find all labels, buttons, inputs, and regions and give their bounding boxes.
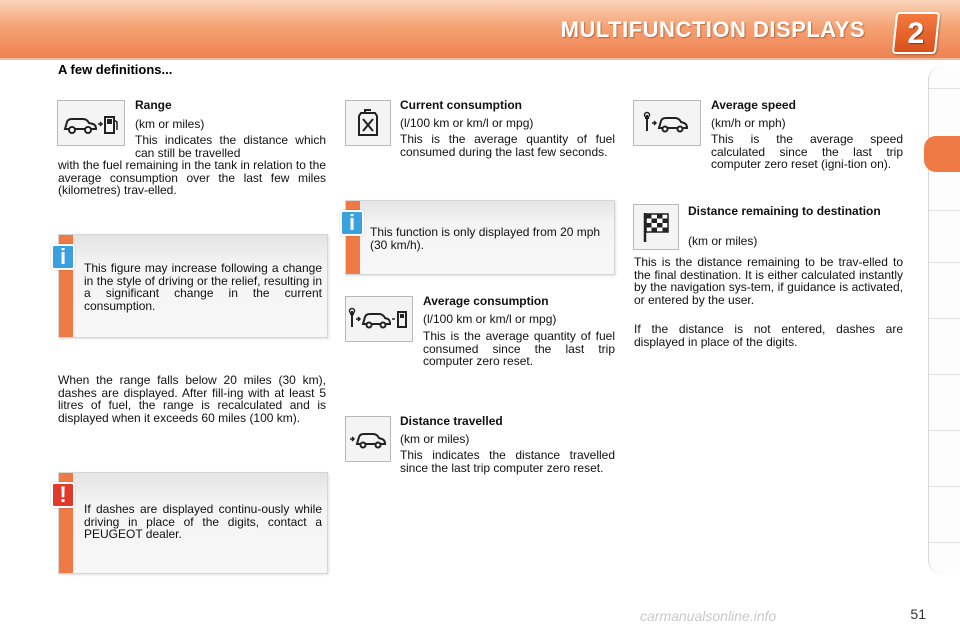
- chapter-number: 2: [907, 17, 925, 50]
- distance-travelled-heading: Distance travelled: [400, 414, 503, 428]
- chapter-tab-divider: [929, 542, 960, 543]
- current-consumption-heading: Current consumption: [400, 98, 522, 112]
- chapter-tab-divider: [929, 486, 960, 487]
- range-dashes-text: When the range falls below 20 miles (30 km), dashes are displayed. After fill-ing with at least 5 litres of fuel, the range is recalculated and is displayed when it exceeds 60 miles (100 km).: [58, 373, 326, 425]
- warning-icon: !: [51, 482, 75, 508]
- header-divider: [0, 58, 960, 60]
- current-note-text: This function is only displayed from 20 mph (30 km/h).: [370, 225, 601, 252]
- average-speed-desc: This is the average speed calculated since the last trip computer zero reset (igni-tion on).: [711, 132, 903, 172]
- info-icon: i: [51, 244, 75, 270]
- average-speed-heading: Average speed: [711, 98, 796, 112]
- range-desc: This indicates the distance which can still be travelled: [135, 133, 326, 160]
- range-note-text: This figure may increase following a change in the style of driving or the relief, resulting in a significant change in the current consumption.: [84, 261, 322, 313]
- warning-note: [58, 472, 328, 574]
- info-icon: i: [340, 210, 364, 236]
- current-consumption-desc: This is the average quantity of fuel consumed during the last few seconds.: [400, 132, 615, 159]
- average-speed-unit: (km/h or mph): [711, 116, 786, 130]
- page-title: MULTIFUNCTION DISPLAYS: [560, 17, 865, 42]
- chapter-tab-divider: [929, 374, 960, 375]
- reset-car-fuel-icon: [345, 296, 413, 342]
- range-heading: Range: [135, 98, 172, 112]
- range-desc-cont: with the fuel remaining in the tank in relation to the average consumption over the last few miles (kilometres) trav-elled.: [58, 158, 326, 198]
- current-info-note: [345, 200, 615, 275]
- range-unit: (km or miles): [135, 117, 205, 131]
- average-consumption-desc: This is the average quantity of fuel consumed since the last trip computer zero reset.: [423, 329, 615, 369]
- distance-travelled-unit: (km or miles): [400, 432, 470, 446]
- section-title: A few definitions...: [58, 62, 173, 77]
- average-consumption-heading: Average consumption: [423, 294, 549, 308]
- current-consumption-unit: (l/100 km or km/l or mpg): [400, 116, 534, 130]
- checkered-flag-icon: [633, 204, 679, 250]
- car-distance-icon: [345, 416, 391, 462]
- chapter-tab-divider: [929, 88, 960, 89]
- distance-remaining-heading: Distance remaining to destination: [688, 204, 881, 218]
- chapter-tab-divider: [929, 430, 960, 431]
- reset-car-speed-icon: [633, 100, 701, 146]
- distance-travelled-desc: This indicates the distance travelled since the last trip computer zero reset.: [400, 448, 615, 475]
- average-consumption-unit: (l/100 km or km/l or mpg): [423, 312, 557, 326]
- warning-note-text: If dashes are displayed continu-ously while driving in place of the digits, contact a PEUGEOT dealer.: [84, 502, 322, 542]
- range-info-note: [58, 234, 328, 338]
- watermark: carmanualsonline.info: [640, 608, 777, 624]
- chapter-badge: [892, 12, 940, 54]
- distance-remaining-unit: (km or miles): [688, 234, 758, 248]
- page-number: 51: [910, 606, 926, 622]
- active-chapter-tab[interactable]: [924, 136, 960, 172]
- chapter-tab-divider: [929, 262, 960, 263]
- chapter-tab-divider: [929, 210, 960, 211]
- distance-remaining-desc: This is the distance remaining to be trav-elled to the final destination. It is either calculated instantly by the navigation sys-tem, if guidance is activated, or entered by the user.: [634, 255, 903, 307]
- fuel-can-icon: [345, 100, 391, 146]
- car-with-fuel-pump-icon: [57, 100, 125, 146]
- distance-remaining-note: If the distance is not entered, dashes are displayed in place of the digits.: [634, 322, 903, 349]
- chapter-tab-divider: [929, 318, 960, 319]
